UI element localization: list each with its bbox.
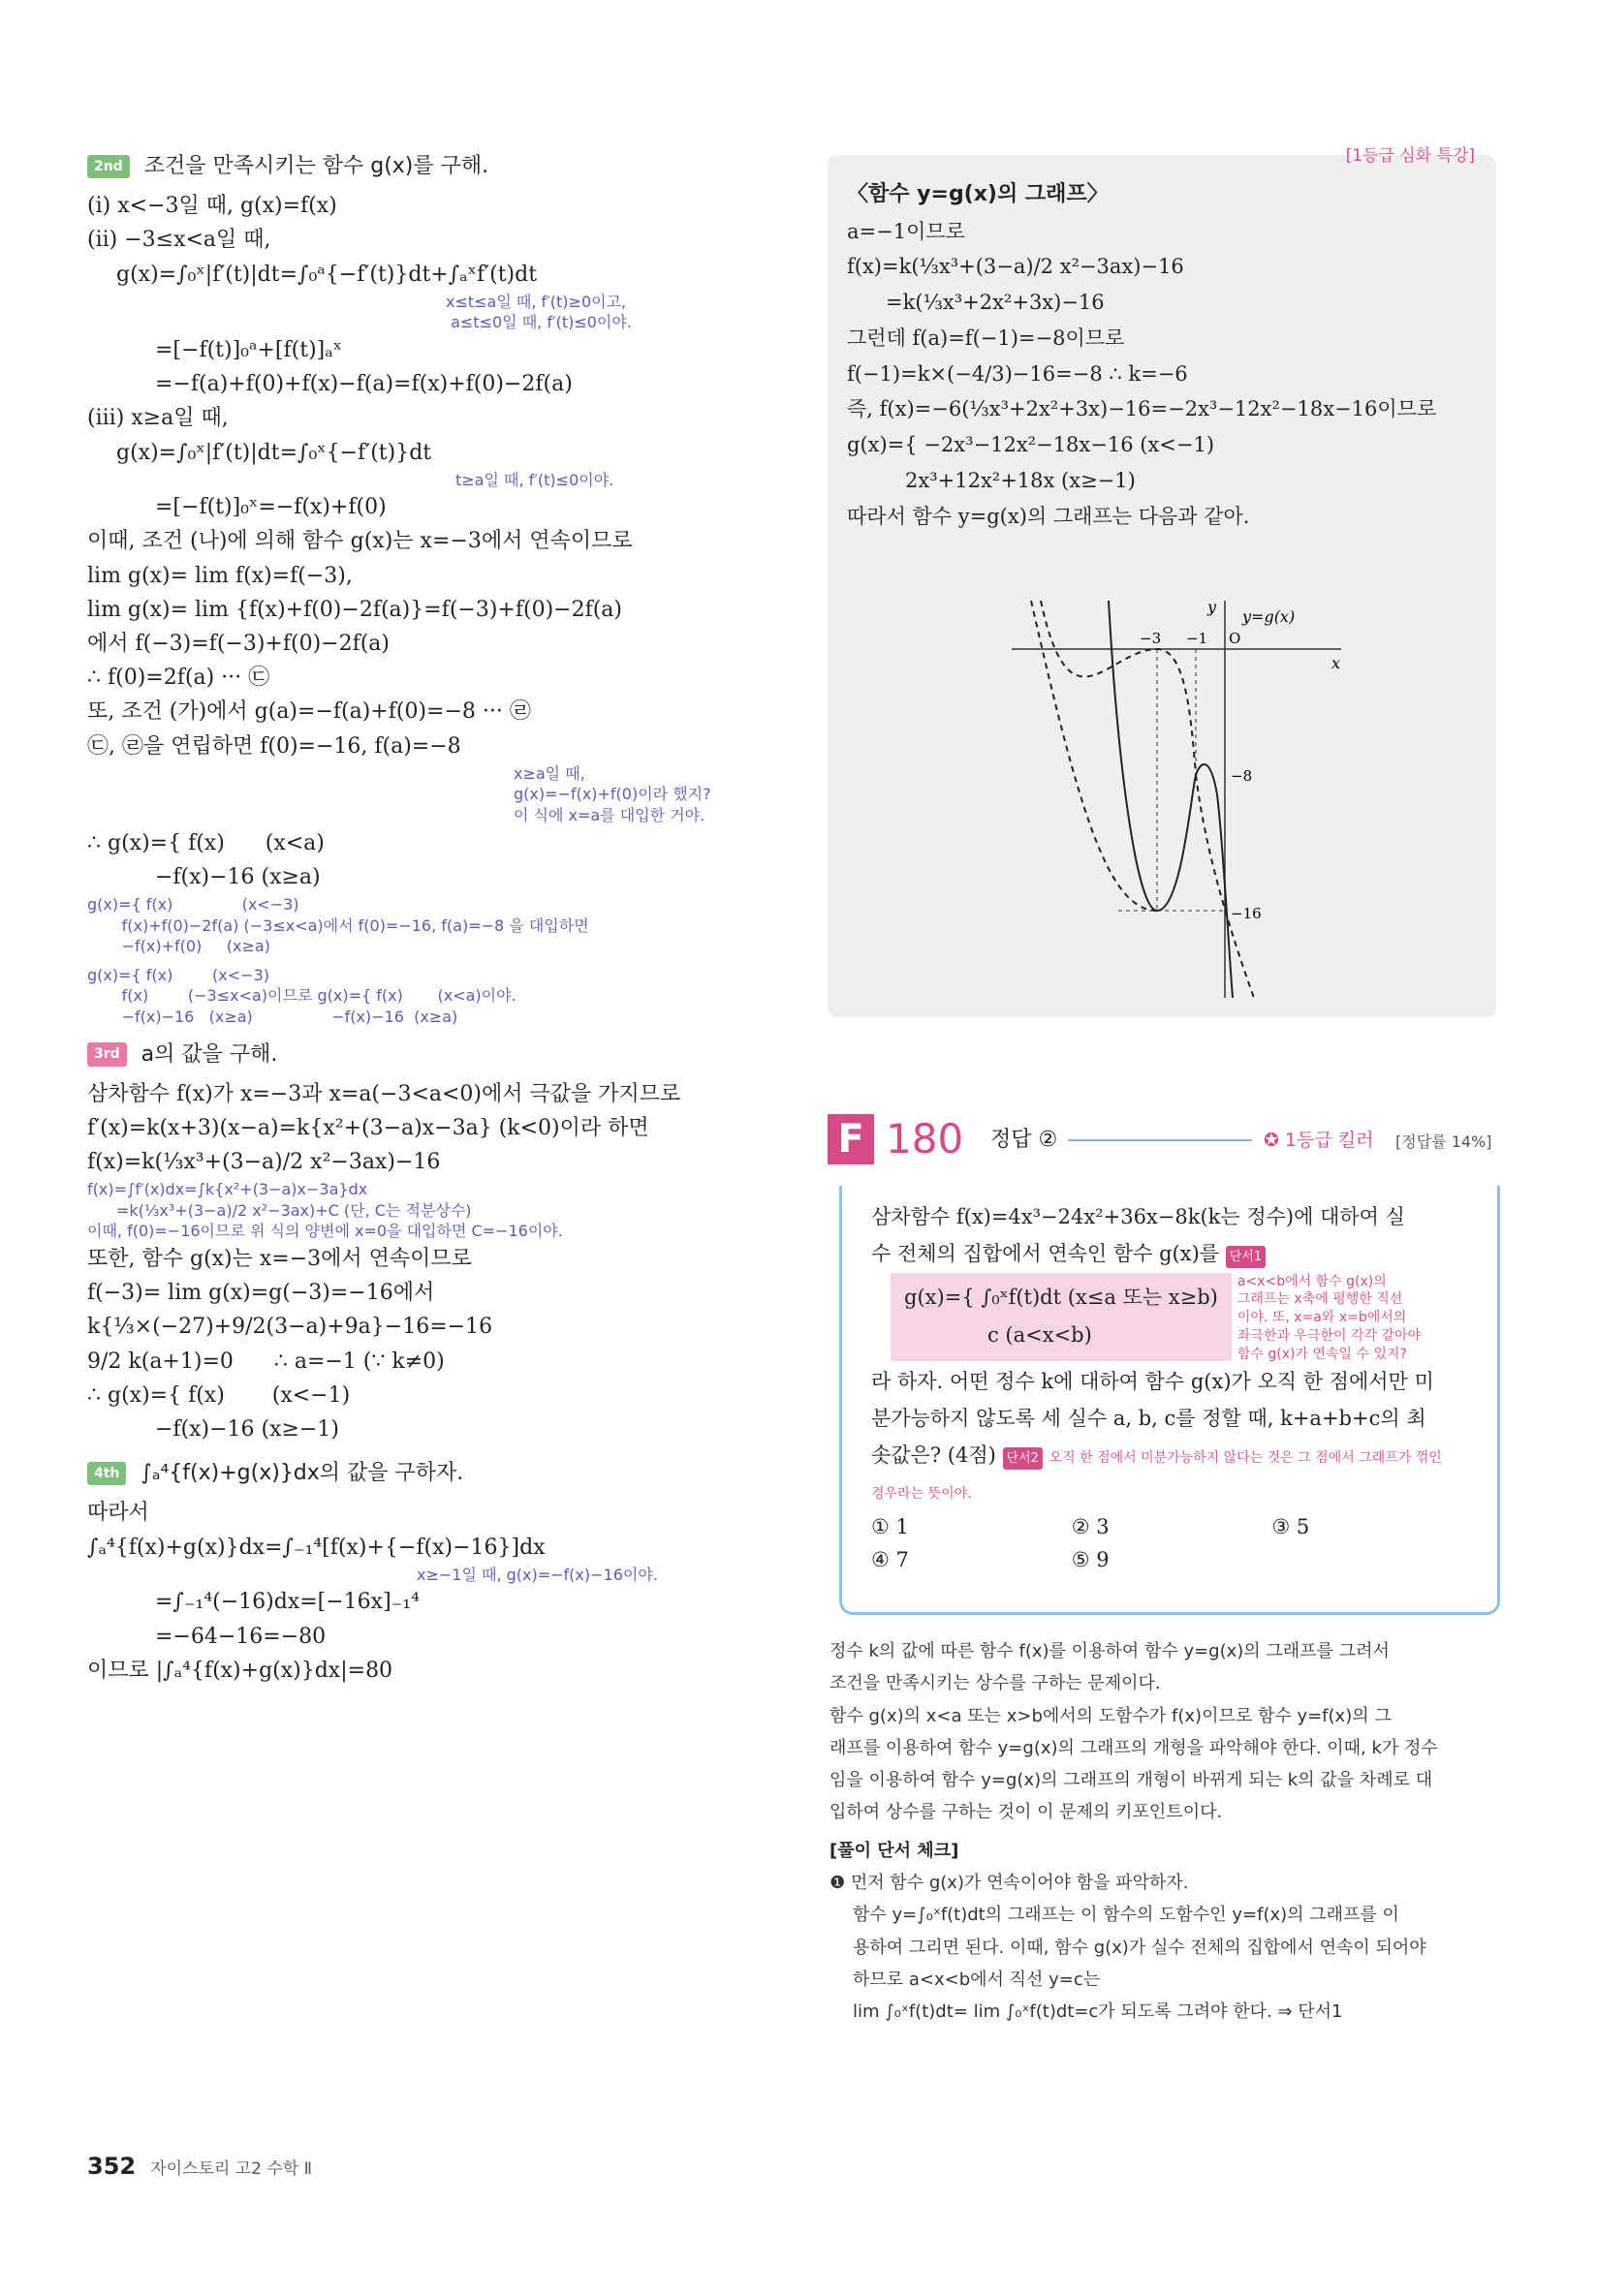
graph-title: 〈함수 y=g(x)의 그래프〉 [847,182,1109,206]
solution-intro: 정수 k의 값에 따른 함수 f(x)를 이용하여 함수 y=g(x)의 그래프를 그려서 조건을 만족시키는 상수를 구하는 문제이다. 함수 g(x)의 x<a 또는 x>b에서의 도함수가 f(x)이므로 함수 y=f(x)의 그 래프를 이용하여 함수 y=g(x)의 그래프의 개형을 파악해야 한다. 이때, k가 정수 임을 이용하여 함수 y=g(x)의 그래프의 개형이 바뀌게 되는 k의 값을 차례로 대 입하여 상수를 구하는 것이 이 문제의 키포인트이다. [830,1641,1438,1823]
math-line: k{⅓×(−27)+9/2(3−a)+9a}−16=−16 [87,1315,493,1340]
choice-3[interactable]: ③ 5 [1271,1515,1310,1538]
f-curve-dashed [1041,601,1196,775]
choices [871,1515,1472,1581]
y-axis-label: y [1207,601,1217,616]
divider [1068,1139,1252,1141]
problem-line-text: 수 전체의 집합에서 연속인 함수 g(x)를 [871,1241,1220,1265]
math-line: ∴ f(0)=2f(a) ··· ㉢ [87,666,270,691]
step-badge: 4th [87,1462,126,1485]
math-line: f(−1)=k×(−4/3)−16=−8 ∴ k=−6 [847,361,1188,386]
piecewise-row [871,1273,1472,1364]
g-curve [1109,601,1233,998]
grade-label [1264,1126,1374,1155]
choice-4[interactable]: ④ 7 [871,1548,909,1571]
piece-2: c (a<x<b) [987,1323,1092,1348]
correct-rate: [정답률 14%] [1395,1132,1492,1151]
choice-5[interactable]: ⑤ 9 [1071,1548,1110,1571]
step2-heading [87,149,766,183]
left-column [87,143,766,1688]
x-axis-label: x [1331,654,1341,672]
problem-box [839,1186,1500,1615]
star-icon: ✪ [1264,1130,1285,1151]
book-title: 자이스토리 고2 수학 Ⅱ [150,2159,312,2179]
step-title: a의 값을 구해. [141,1041,278,1067]
math-line: −f(x)−16 (x≥−1) [87,1416,339,1442]
math-line: 이므로 |∫ₐ⁴{f(x)+g(x)}dx|=80 [87,1658,393,1683]
annotation-note: x≥−1일 때, g(x)=−f(x)−16이야. [417,1565,658,1584]
clue-badge: 단서1 [1226,1246,1266,1268]
tick-label-m3: −3 [1140,630,1162,647]
solution [830,1635,1498,2029]
annotation-note: f(x)=∫f′(x)dx=∫k{x²+(3−a)x−3a}dx [87,1180,368,1199]
math-line: 삼차함수 f(x)가 x=−3과 x=a(−3<a<0)에서 극값을 가지므로 [87,1081,681,1106]
piece-1: g(x)={ ∫₀ˣf(t)dt (x≤a 또는 x≥b) [904,1285,1218,1309]
math-line: =[−f(t)]₀ˣ=−f(x)+f(0) [155,495,387,520]
tick-label-m8: −8 [1231,767,1253,785]
problem-line [871,1438,1472,1511]
math-line: 또한, 함수 g(x)는 x=−3에서 연속이므로 [87,1247,472,1272]
clue-note: a<x<b에서 함수 g(x)의 그래프는 x축에 평행한 직선 이야. 또, x=a와 x=b에서의 좌극한과 우극한이 각각 같아야 함수 g(x)가 연속일 수 있지? [1237,1273,1422,1363]
step-badge: 3rd [87,1042,127,1066]
annotation-note: g(x)={ f(x) (x<−3) f(x)+f(0)−2f(a) (−3≤x<a)에서 f(0)=−16, f(a)=−8 을 대입하면 −f(x)+f(0) (x≥a) [87,894,589,956]
math-line: 이때, 조건 (나)에 의해 함수 g(x)는 x=−3에서 연속이므로 [87,529,633,554]
graph-explanation [847,176,1477,534]
math-line: 따라서 [87,1501,149,1526]
math-line: =[−f(t)]₀ᵃ+[f(t)]ₐˣ [155,337,343,362]
problem-line: 분가능하지 않도록 세 실수 a, b, c를 정할 때, k+a+b+c의 최 [871,1406,1426,1430]
answer-label: 정답 ② [990,1128,1058,1152]
math-line: (i) x<−3일 때, g(x)=f(x) [87,194,337,219]
solution-step: ❶ 먼저 함수 g(x)가 연속이어야 함을 파악하자. [830,1873,1189,1894]
negf-curve-dashed [1031,601,1157,911]
step-title: ∫ₐ⁴{f(x)+g(x)}dx의 값을 구하자. [141,1461,464,1486]
math-line: f(x)=k(⅓x³+(3−a)/2 x²−3ax)−16 [87,1150,441,1175]
annotation-note: x≤t≤a일 때, f′(t)≥0이고, a≤t≤0일 때, f′(t)≤0이야. [446,292,632,332]
choice-1[interactable]: ① 1 [871,1515,909,1538]
math-line: 따라서 함수 y=g(x)의 그래프는 다음과 같아. [847,504,1250,528]
origin-label: O [1229,630,1241,647]
problem-line: 라 하자. 어떤 정수 k에 대하여 함수 g(x)가 오직 한 점에서만 미 [871,1370,1434,1394]
curve-label: y=g(x) [1242,607,1296,626]
math-line: f′(x)=k(x+3)(x−a)=k{x²+(3−a)x−3a} (k<0)이라 하면 [87,1115,649,1140]
clue-note: 오직 한 점에서 미분가능하지 않다는 것은 그 점에서 그래프가 꺾인 경우라는 뜻이야. [871,1449,1442,1503]
math-line: 또, 조건 (가)에서 g(a)=−f(a)+f(0)=−8 ··· ㉣ [87,699,531,725]
solution-heading: [풀이 단서 체크] [830,1840,959,1861]
math-line: 즉, f(x)=−6(⅓x³+2x²+3x)−16=−2x³−12x²−18x−16이므로 [847,397,1437,421]
math-line: =−64−16=−80 [155,1624,327,1649]
math-line: =−f(a)+f(0)+f(x)−f(a)=f(x)+f(0)−2f(a) [155,372,573,397]
math-line: lim g(x)= lim f(x)=f(−3), [87,563,353,588]
math-line: ∴ g(x)={ f(x) (x<−1) [87,1382,351,1408]
math-line: −f(x)−16 (x≥a) [87,864,321,889]
math-line: a=−1이므로 [847,219,965,243]
math-line: g(x)=∫₀ˣ|f′(t)|dt=∫₀ˣ{−f′(t)}dt [116,440,432,465]
tick-label-m16: −16 [1231,905,1262,922]
step4-heading [87,1456,766,1490]
step-badge: 2nd [87,155,130,178]
math-line: ∫ₐ⁴{f(x)+g(x)}dx=∫₋₁⁴[f(x)+{−f(x)−16}]dx [87,1535,546,1560]
section-tag: [1등급 심화 특강] [1345,146,1475,166]
math-line: g(x)={ −2x³−12x²−18x−16 (x<−1) [847,433,1215,456]
grade-text: 1등급 킬러 [1284,1130,1374,1151]
math-line: ㉢, ㉣을 연립하면 f(0)=−16, f(a)=−8 [87,733,461,759]
piecewise-definition [891,1273,1232,1362]
math-line: =∫₋₁⁴(−16)dx=[−16x]₋₁⁴ [155,1590,420,1615]
annotation-note: x≥a일 때, g(x)=−f(x)+f(0)이라 했지? 이 식에 x=a를 대입한 거야. [514,763,711,824]
level-badge: F [828,1114,874,1164]
solution-body: 함수 y=∫₀ˣf(t)dt의 그래프는 이 함수의 도함수인 y=f(x)의 그래프를 이 용하여 그리면 된다. 이때, 함수 g(x)가 실수 전체의 집합에서 연속이 되어야 하므로 a<x<b에서 직선 y=c는 [853,1905,1426,1990]
graph-box [828,146,1496,1017]
choice-2[interactable]: ② 3 [1071,1515,1110,1538]
annotation-note: g(x)={ f(x) (x<−3) f(x) (−3≤x<a)이므로 g(x)={ f(x) (x<a)이야. −f(x)−16 (x≥a) −f(x)−16 (x≥a) [87,965,517,1026]
math-line: 9/2 k(a+1)=0 ∴ a=−1 (∵ k≠0) [87,1349,445,1374]
math-line: 그런데 f(a)=f(−1)=−8이므로 [847,326,1125,350]
math-line: g(x)=∫₀ˣ|f′(t)|dt=∫₀ᵃ{−f′(t)}dt+∫ₐˣf′(t)dt [116,262,538,287]
math-line: (iii) x≥a일 때, [87,406,229,431]
annotation-note: 이때, f(0)=−16이므로 위 식의 양변에 x=0을 대입하면 C=−16이야. [87,1222,563,1241]
math-line: 에서 f(−3)=f(−3)+f(0)−2f(a) [87,632,391,657]
tick-label-m1: −1 [1186,630,1208,647]
annotation-note: t≥a일 때, f′(t)≤0이야. [455,470,614,489]
problem-line-text: 솟값은? (4점) [871,1443,996,1467]
math-line: 2x³+12x²+18x (x≥−1) [905,468,1136,492]
problem-text [871,1199,1472,1510]
g-graph [1002,601,1351,1008]
page-footer [87,2153,312,2180]
math-line: lim g(x)= lim {f(x)+f(0)−2f(a)}=f(−3)+f(0)−2f(a) [87,597,623,622]
problem-number: 180 [886,1115,964,1163]
solution-body: lim ∫₀ˣf(t)dt= lim ∫₀ˣf(t)dt=c가 되도록 그려야 한다. ⇒ 단서1 [853,2001,1343,2023]
problem-line: 삼차함수 f(x)=4x³−24x²+36x−8k(k는 정수)에 대하여 실 [871,1205,1405,1228]
math-line: (ii) −3≤x<a일 때, [87,228,271,253]
step-title: 조건을 만족시키는 함수 g(x)를 구해. [143,154,489,178]
math-line: f(x)=k(⅓x³+(3−a)/2 x²−3ax)−16 [847,255,1184,279]
clue-badge: 단서2 [1003,1447,1043,1470]
problem-header [828,1114,1506,1172]
math-line: ∴ g(x)={ f(x) (x<a) [87,830,325,855]
math-line: f(−3)= lim g(x)=g(−3)=−16에서 [87,1281,435,1306]
step3-heading [87,1038,766,1071]
annotation-note: =k(⅓x³+(3−a)/2 x²−3ax)+C (단, C는 적분상수) [116,1200,472,1220]
math-line: =k(⅓x³+2x²+3x)−16 [886,291,1105,314]
problem-line [871,1236,1472,1273]
page-number: 352 [87,2153,137,2180]
